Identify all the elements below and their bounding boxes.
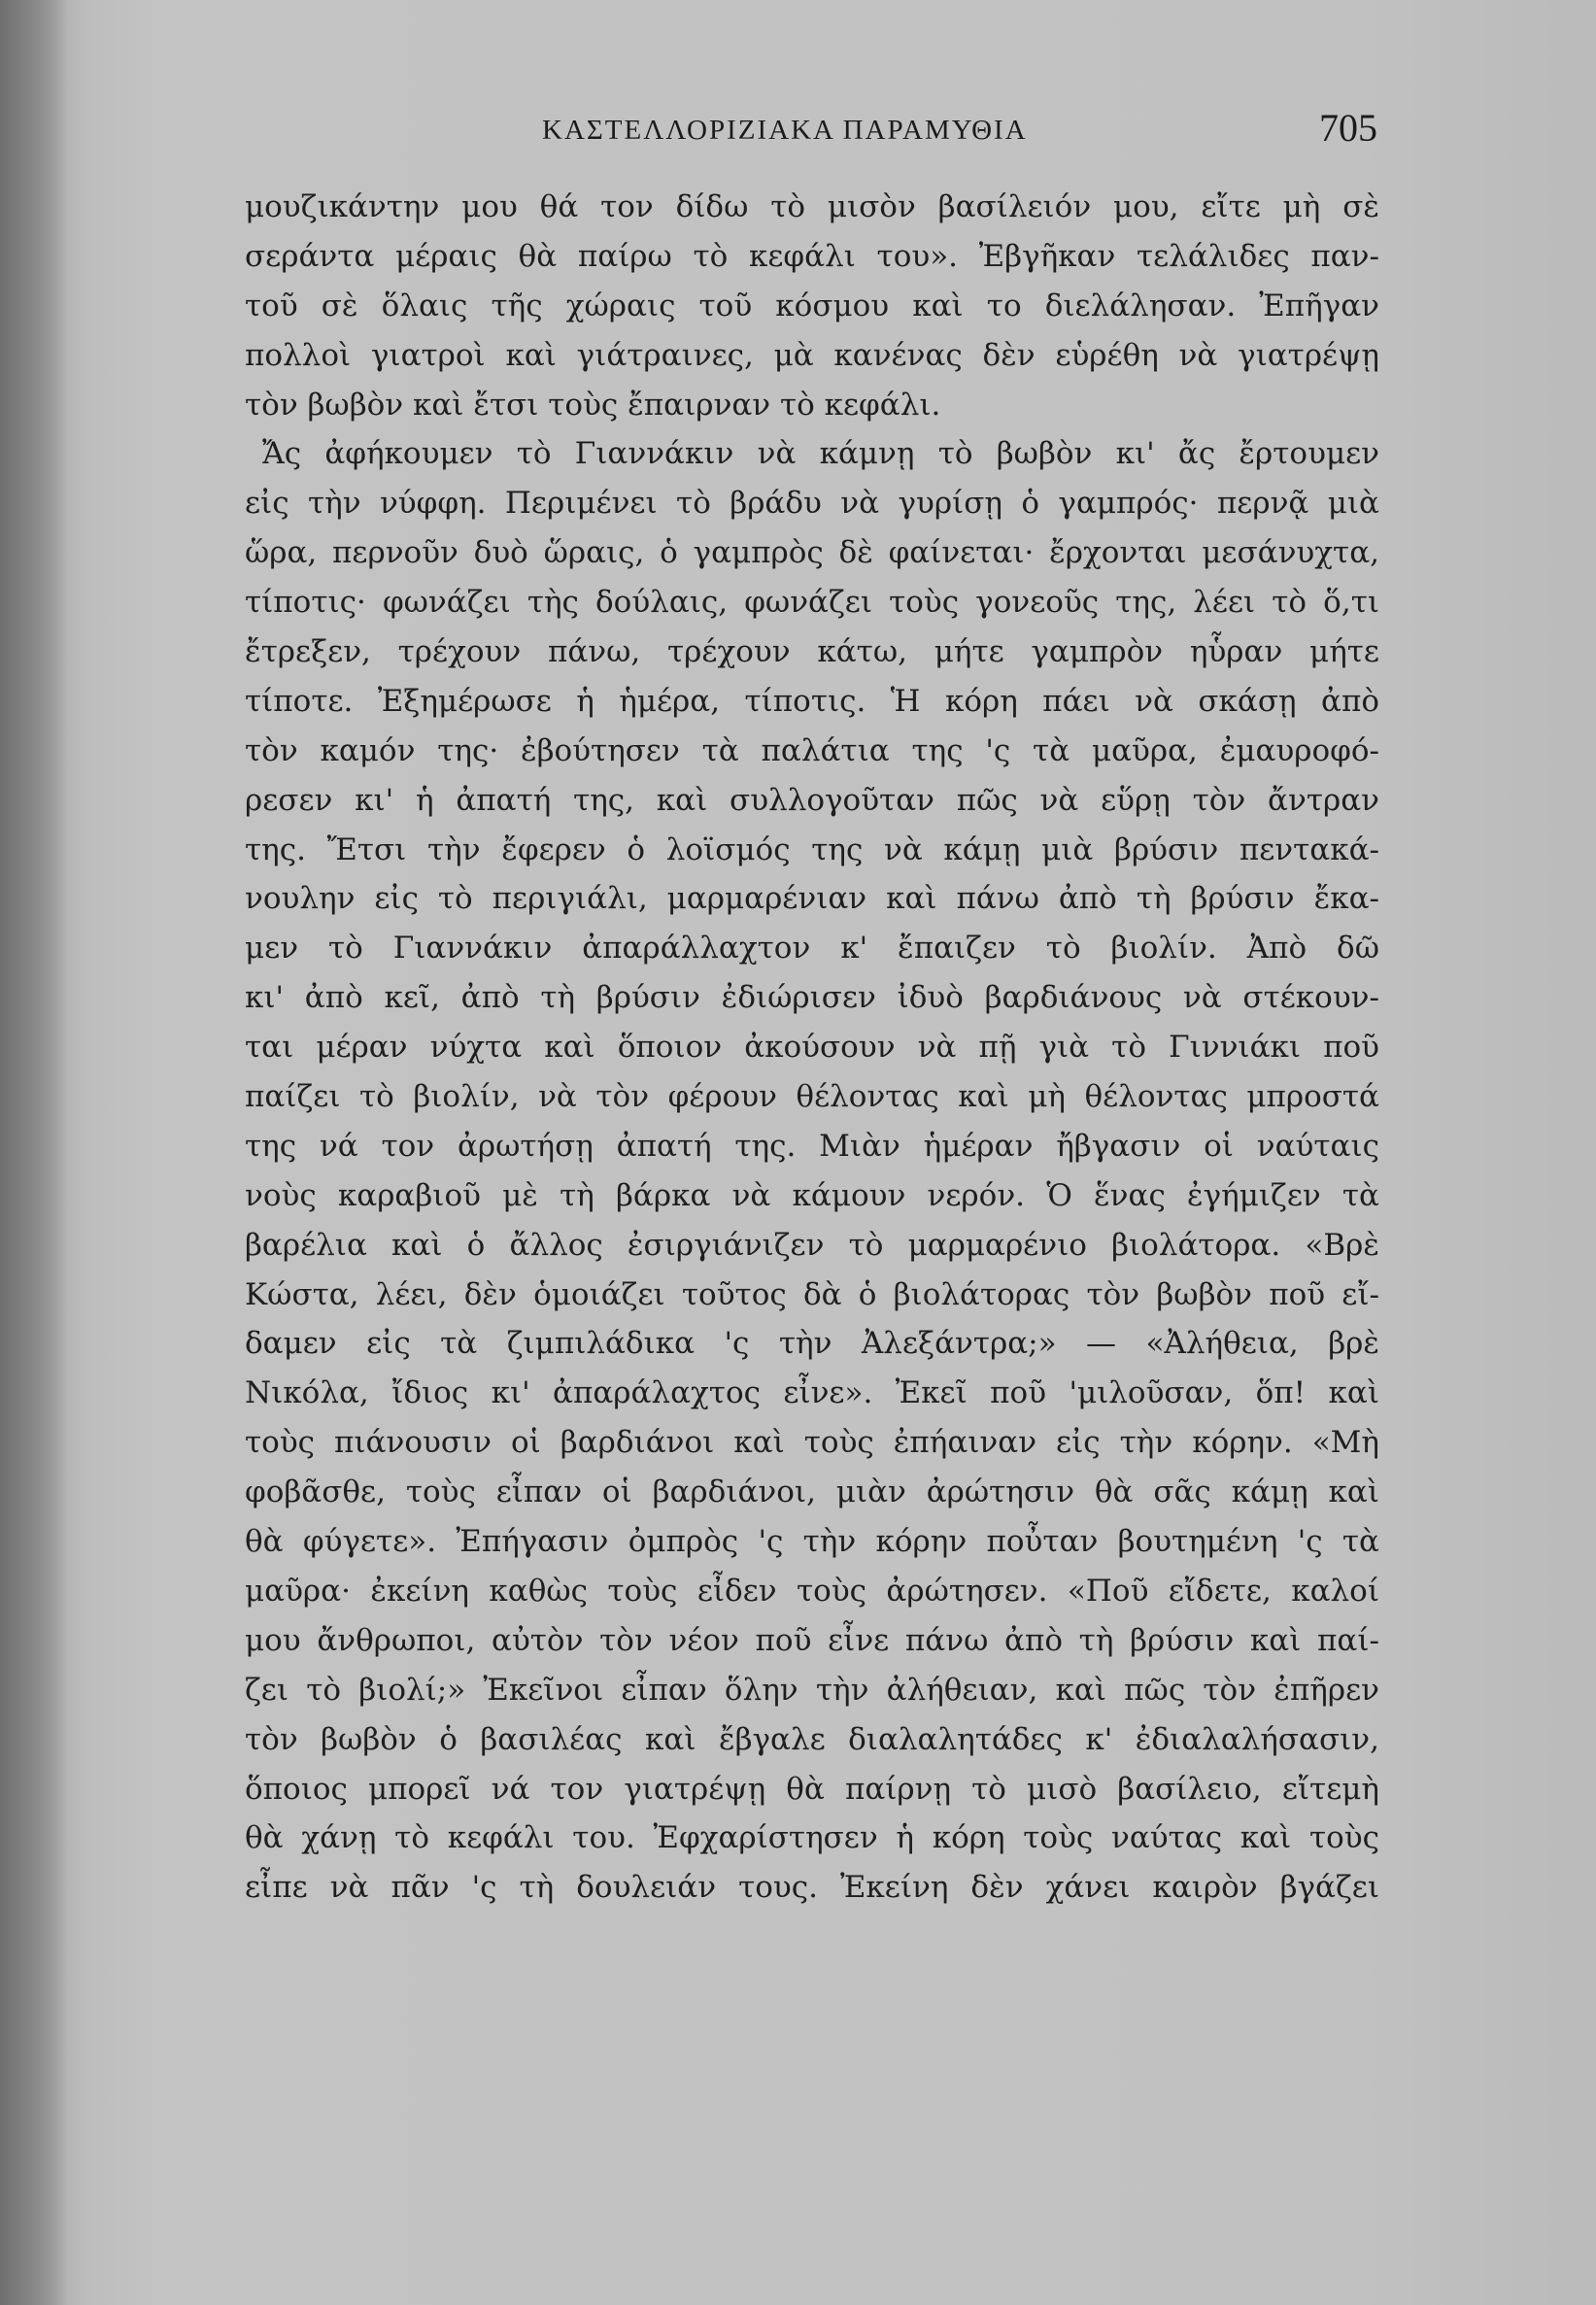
text-line: ρεσεν κι' ἡ ἀπατή της, καὶ συλλογοῦταν πῶς νὰ εὕρῃ τὸν ἄντραν bbox=[245, 782, 1379, 818]
text-line: ὅποιος μπορεῖ νά τον γιατρέψῃ θὰ παίρνῃ τὸ μισὸ βασίλειο, εἴτεμὴ bbox=[245, 1771, 1379, 1807]
text-line: μου ἄνθρωποι, αὐτὸν τὸν νέον ποῦ εἶνε πάνω ἀπὸ τὴ βρύσιν καὶ παί- bbox=[245, 1622, 1379, 1658]
text-line: μαῦρα· ἐκείνη καθὼς τοὺς εἶδεν τοὺς ἀρώτησεν. «Ποῦ εἴδετε, καλοί bbox=[245, 1573, 1379, 1609]
text-line: τὸν βωβὸν καὶ ἔτσι τοὺς ἔπαιρναν τὸ κεφάλι. bbox=[245, 387, 941, 423]
running-header bbox=[251, 105, 1377, 163]
text-line: ται μέραν νύχτα καὶ ὅποιον ἀκούσουν νὰ πῇ γιὰ τὸ Γιννιάκι ποῦ bbox=[245, 1030, 1379, 1066]
text-line: παίζει τὸ βιολίν, νὰ τὸν φέρουν θέλοντας καὶ μὴ θέλοντας μπροστά bbox=[245, 1079, 1379, 1115]
text-line: τὸν βωβὸν ὁ βασιλέας καὶ ἔβγαλε διαλαλητάδες κ' ἐδιαλαλήσασιν, bbox=[245, 1721, 1379, 1757]
text-line: τοῦ σὲ ὅλαις τῆς χώραις τοῦ κόσμου καὶ το διελάλησαν. Ἐπῆγαν bbox=[245, 288, 1379, 323]
page-number: 705 bbox=[1319, 106, 1377, 150]
text-line: τὸν καμόν της· ἐβούτησεν τὰ παλάτια της 'ς τὰ μαῦρα, ἐμαυροφό- bbox=[245, 732, 1379, 768]
text-line: Ἄς ἀφήκουμεν τὸ Γιαννάκιν νὰ κάμνῃ τὸ βωβὸν κι' ἄς ἔρτουμεν bbox=[262, 436, 1379, 472]
text-line: κι' ἀπὸ κεῖ, ἀπὸ τὴ βρύσιν ἐδιώρισεν ἰδυὸ βαρδιάνους νὰ στέκουν- bbox=[245, 980, 1379, 1016]
text-line: δαμεν εἰς τὰ ζιμπιλάδικα 'ς τὴν Ἀλεξάντρα;» — «Ἀλήθεια, βρὲ bbox=[245, 1326, 1379, 1362]
text-line: Κώστα, λέει, δὲν ὁμοιάζει τοῦτος δὰ ὁ βιολάτορας τὸν βωβὸν ποῦ εἴ- bbox=[245, 1276, 1379, 1312]
text-line: της. Ἔτσι τὴν ἔφερεν ὁ λοϊσμός της νὰ κάμῃ μιὰ βρύσιν πεντακά- bbox=[245, 831, 1379, 867]
text-line: τίποτις· φωνάζει τὴς δούλαις, φωνάζει τοὺς γονεοῦς της, λέει τὸ ὅ,τι bbox=[245, 585, 1379, 621]
text-line: ἔτρεξεν, τρέχουν πάνω, τρέχουν κάτω, μήτε γαμπρὸν ηὗραν μήτε bbox=[245, 634, 1379, 670]
text-line: σεράντα μέραις θὰ παίρω τὸ κεφάλι του». Ἐβγῆκαν τελάλιδες παν- bbox=[245, 238, 1379, 274]
text-line: πολλοὶ γιατροὶ καὶ γιάτραινες, μὰ κανένας δὲν εὑρέθη νὰ γιατρέψῃ bbox=[245, 337, 1379, 373]
text-line: ὥρα, περνοῦν δυὸ ὥραις, ὁ γαμπρὸς δὲ φαίνεται· ἔρχονται μεσάνυχτα, bbox=[245, 535, 1379, 571]
text-line: μεν τὸ Γιαννάκιν ἀπαράλλαχτον κ' ἔπαιζεν τὸ βιολίν. Ἀπὸ δῶ bbox=[245, 931, 1379, 966]
text-line: νουλην εἰς τὸ περιγιάλι, μαρμαρένιαν καὶ πάνω ἀπὸ τὴ βρύσιν ἔκα- bbox=[245, 881, 1379, 917]
text-line: εἰς τὴν νύφφη. Περιμένει τὸ βράδυ νὰ γυρίσῃ ὁ γαμπρός· περνᾷ μιὰ bbox=[245, 486, 1379, 522]
text-line: θὰ φύγετε». Ἐπήγασιν ὀμπρὸς 'ς τὴν κόρην ποὖταν βουτημένη 'ς τὰ bbox=[245, 1524, 1379, 1560]
text-line: φοβᾶσθε, τοὺς εἶπαν οἱ βαρδιάνοι, μιὰν ἀρώτησιν θὰ σᾶς κάμῃ καὶ bbox=[245, 1475, 1379, 1510]
text-line: νοὺς καραβιοῦ μὲ τὴ βάρκα νὰ κάμουν νερόν. Ὁ ἕνας ἐγήμιζεν τὰ bbox=[245, 1177, 1379, 1213]
text-line: τίποτε. Ἐξημέρωσε ἡ ἡμέρα, τίποτις. Ἡ κόρη πάει νὰ σκάσῃ ἀπὸ bbox=[245, 683, 1379, 719]
text-line: τοὺς πιάνουσιν οἱ βαρδιάνοι καὶ τοὺς ἐπήαιναν εἰς τὴν κόρην. «Μὴ bbox=[245, 1425, 1379, 1461]
body-text bbox=[245, 183, 1379, 1913]
book-spine-shadow bbox=[0, 0, 68, 2305]
text-line: μουζικάντην μου θά τον δίδω τὸ μισὸν βασίλειόν μου, εἴτε μὴ σὲ bbox=[245, 189, 1379, 224]
text-line: θὰ χάνῃ τὸ κεφάλι του. Ἐφχαρίστησεν ἡ κόρη τοὺς ναύτας καὶ τοὺς bbox=[245, 1820, 1379, 1856]
text-line: Νικόλα, ἴδιος κι' ἀπαράλαχτος εἶνε». Ἐκεῖ ποῦ 'μιλοῦσαν, ὅπ! καὶ bbox=[245, 1375, 1379, 1411]
text-line: της νά τον ἀρωτήσῃ ἀπατή της. Μιὰν ἡμέραν ἤβγασιν οἱ ναύταις bbox=[245, 1128, 1379, 1164]
text-line: ζει τὸ βιολί;» Ἐκεῖνοι εἶπαν ὅλην τὴν ἀλήθειαν, καὶ πῶς τὸν ἐπῆρεν bbox=[245, 1672, 1379, 1708]
text-line: εἶπε νὰ πᾶν 'ς τὴ δουλειάν τους. Ἐκείνη δὲν χάνει καιρὸν βγάζει bbox=[245, 1870, 1379, 1906]
text-line: βαρέλια καὶ ὁ ἄλλος ἐσιργιάνιζεν τὸ μαρμαρένιο βιολάτορα. «Βρὲ bbox=[245, 1227, 1379, 1263]
running-title: ΚΑΣΤΕΛΛΟΡΙΖΙΑΚΑ ΠΑΡΑΜΥΘΙΑ bbox=[542, 115, 1028, 146]
